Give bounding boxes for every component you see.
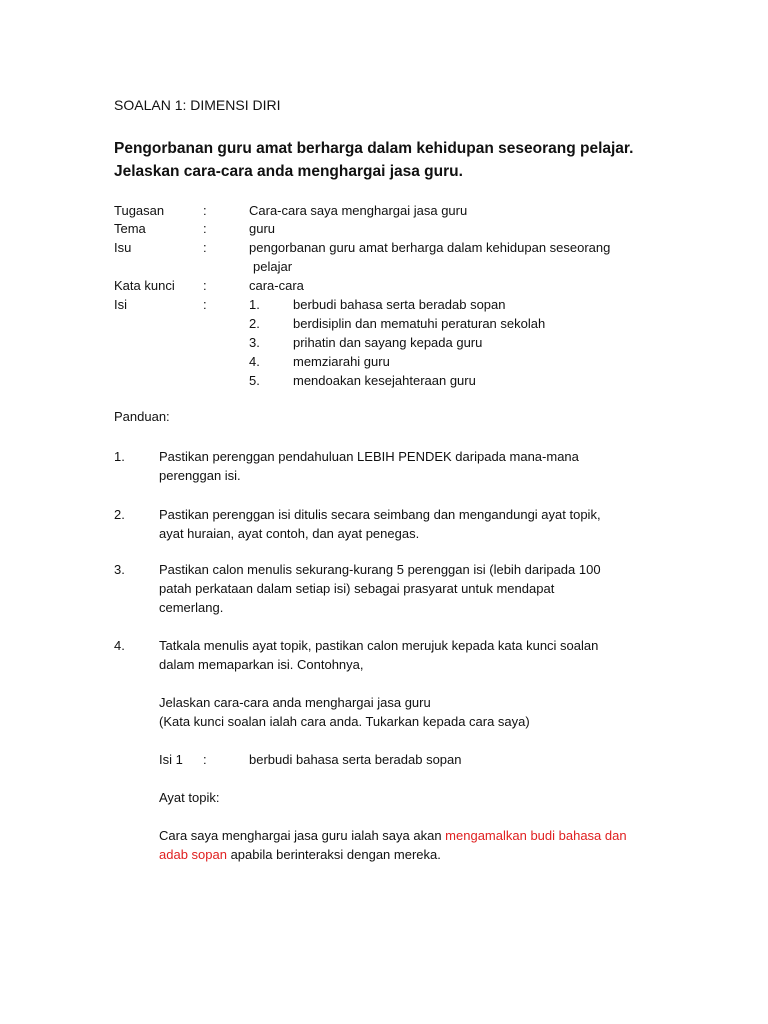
- highlighted-text: adab sopan: [159, 847, 227, 862]
- question-line-1: Pengorbanan guru amat berharga dalam kehidupan seseorang pelajar.: [114, 140, 634, 157]
- value-tugasan: Cara-cara saya menghargai jasa guru: [249, 203, 468, 218]
- panduan-item-line: Pastikan perenggan isi ditulis secara seimbang dan mengandungi ayat topik,: [159, 507, 601, 522]
- panduan-item-line: ayat huraian, ayat contoh, dan ayat penegas.: [159, 526, 420, 541]
- panduan-item-number: 1.: [114, 449, 125, 464]
- colon: :: [203, 278, 207, 293]
- isi-item-text: prihatin dan sayang kepada guru: [293, 335, 483, 350]
- isi-item-number: 2.: [249, 316, 260, 331]
- panduan-item-line: Tatkala menulis ayat topik, pastikan calon merujuk kepada kata kunci soalan: [159, 638, 599, 653]
- panduan-item-line: Pastikan perenggan pendahuluan LEBIH PENDEK daripada mana-mana: [159, 449, 579, 464]
- isi-item-number: 4.: [249, 354, 260, 369]
- panduan-item-line: cemerlang.: [159, 600, 224, 615]
- panduan-heading: Panduan:: [114, 409, 170, 424]
- isi-item-text: berbudi bahasa serta beradab sopan: [293, 297, 506, 312]
- panduan-item-number: 3.: [114, 562, 125, 577]
- example-question: Jelaskan cara-cara anda menghargai jasa guru: [159, 695, 431, 710]
- colon: :: [203, 240, 207, 255]
- example-isi-text: berbudi bahasa serta beradab sopan: [249, 752, 462, 767]
- panduan-item-line: dalam memaparkan isi. Contohnya,: [159, 657, 364, 672]
- value-isu-line-2: pelajar: [253, 259, 293, 274]
- question-line-2: Jelaskan cara-cara anda menghargai jasa guru.: [114, 163, 463, 180]
- ayat-topik-sentence-line-1: [159, 826, 627, 845]
- label-isi: Isi: [114, 297, 127, 312]
- ayat-topik-sentence-line-2: [159, 845, 441, 864]
- sentence-text: Cara saya menghargai jasa guru ialah saya akan: [159, 828, 446, 843]
- isi-item-number: 3.: [249, 335, 260, 350]
- panduan-item-number: 4.: [114, 638, 125, 653]
- label-tema: Tema: [114, 221, 146, 236]
- isi-item-number: 5.: [249, 373, 260, 388]
- page-title: SOALAN 1: DIMENSI DIRI: [114, 97, 281, 113]
- panduan-item-line: patah perkataan dalam setiap isi) sebagai prasyarat untuk mendapat: [159, 581, 555, 596]
- panduan-item-number: 2.: [114, 507, 125, 522]
- panduan-item-line: perenggan isi.: [159, 468, 241, 483]
- example-note: (Kata kunci soalan ialah cara anda. Tukarkan kepada cara saya): [159, 714, 530, 729]
- sentence-text: apabila berinteraksi dengan mereka.: [226, 847, 441, 862]
- panduan-item-line: Pastikan calon menulis sekurang-kurang 5 perenggan isi (lebih daripada 100: [159, 562, 601, 577]
- value-isu-line-1: pengorbanan guru amat berharga dalam kehidupan seseorang: [249, 240, 611, 255]
- colon: :: [203, 297, 207, 312]
- highlighted-text: mengamalkan budi bahasa dan: [445, 828, 627, 843]
- isi-item-number: 1.: [249, 297, 260, 312]
- isi-item-text: berdisiplin dan mematuhi peraturan sekolah: [293, 316, 546, 331]
- label-isu: Isu: [114, 240, 132, 255]
- colon: :: [203, 221, 207, 236]
- isi-item-text: memziarahi guru: [293, 354, 390, 369]
- ayat-topik-label: Ayat topik:: [159, 790, 220, 805]
- label-tugasan: Tugasan: [114, 203, 165, 218]
- colon: :: [203, 203, 207, 218]
- isi-item-text: mendoakan kesejahteraan guru: [293, 373, 476, 388]
- example-isi-label: Isi 1: [159, 752, 183, 767]
- colon: :: [203, 752, 207, 767]
- value-kata-kunci: cara-cara: [249, 278, 304, 293]
- label-kata-kunci: Kata kunci: [114, 278, 175, 293]
- value-tema: guru: [249, 221, 276, 236]
